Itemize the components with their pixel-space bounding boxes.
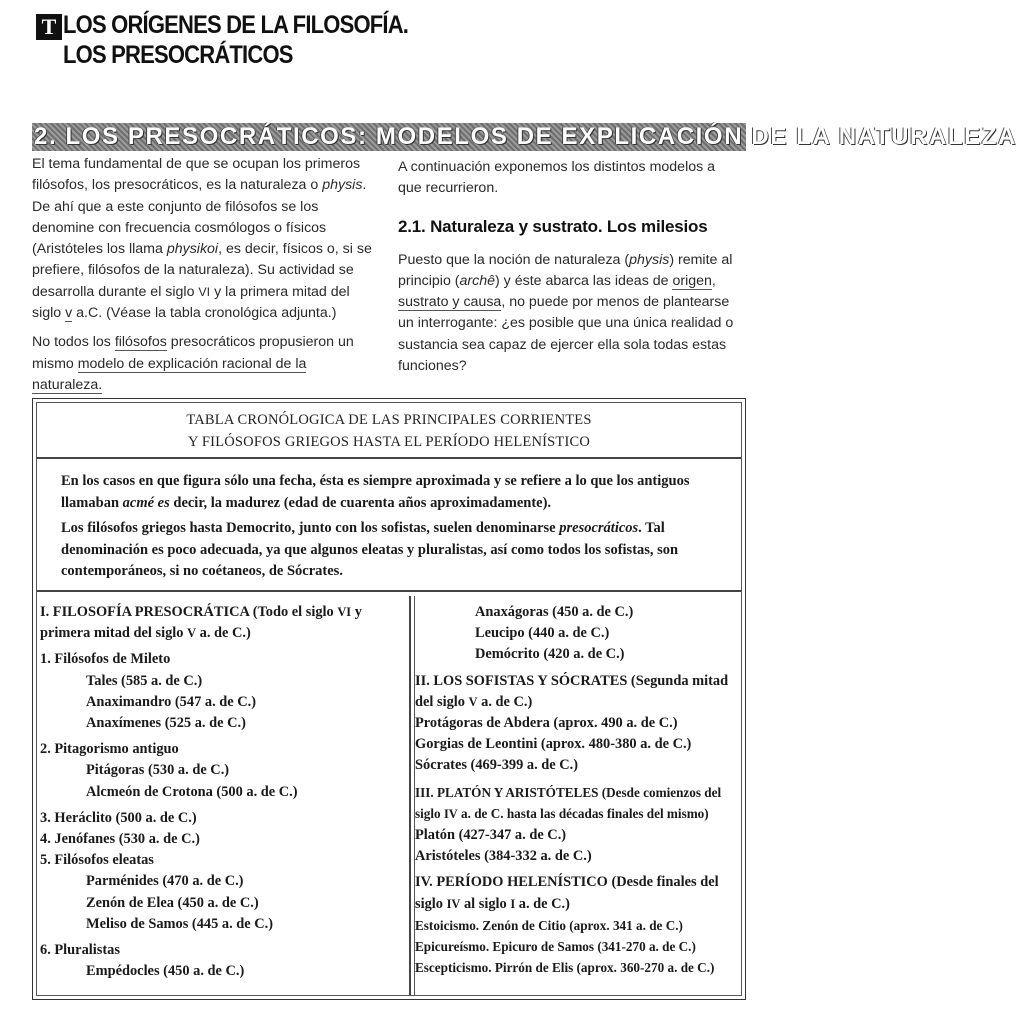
paragraph-1 [32, 154, 374, 324]
underlined-text: sustrato y causa [398, 294, 502, 311]
text-column-right [398, 157, 742, 385]
century-numeral: VI [337, 605, 352, 619]
philosopher-entry: Anaxímenes (525 a. de C.) [86, 715, 246, 732]
section-banner [32, 123, 1017, 151]
group-heading: 2. Pitagorismo antiguo [40, 741, 179, 758]
philosopher-entry: Protágoras de Abdera (aprox. 490 a. de C.) [415, 715, 678, 732]
term-arche: archê [459, 272, 496, 289]
text-run: a. de C.) [477, 693, 533, 710]
philosopher-entry: Leucipo (440 a. de C.) [475, 625, 610, 642]
text-run: . De ahí que a este conjunto de filósofos se los denomine con frecuencia cosmólogos o físicos (Aristóteles los llama [32, 177, 367, 258]
philosopher-entry: Gorgias de Leontini (aprox. 480-380 a. de C.) [415, 736, 692, 753]
century-numeral: I [510, 896, 516, 911]
term-acme: acmé es [122, 494, 170, 511]
text-run: II. LOS SOFISTAS Y SÓCRATES (Segunda mitad del siglo [415, 672, 729, 710]
text-run: III. PLATÓN Y ARISTÓTELES (Desde comienzos del siglo [415, 784, 722, 821]
philosopher-entry: Alcmeón de Crotona (500 a. de C.) [86, 783, 298, 800]
text-run: , no puede por menos de plantearse un interrogante: ¿es posible que una única realidad o sustancia sea capaz de ejercer ella sola todas estas funciones? [398, 294, 734, 375]
section-heading-plato-aristotle [415, 782, 735, 825]
underlined-text: filósofos [114, 334, 167, 351]
century-numeral: v [65, 305, 73, 322]
group-heading: 4. Jenófanes (530 a. de C.) [40, 831, 200, 848]
chapter-title-line2: LOS PRESOCRÁTICOS [63, 39, 293, 69]
philosopher-entry: Empédocles (450 a. de C.) [86, 963, 245, 980]
section-heading-sophists [415, 671, 735, 713]
term-physis: physis [629, 251, 670, 268]
underlined-text: modelo de explicación racional de la naturaleza. [32, 355, 307, 393]
philosopher-entry: Escepticismo. Pirrón de Elis (aprox. 360-270 a. de C.) [415, 960, 715, 976]
chapter-title [63, 10, 408, 70]
table-title-line1: TABLA CRONÓLOGICA DE LAS PRINCIPALES CORRIENTES [186, 412, 592, 428]
text-run: a. de C.) [515, 895, 570, 912]
table-right-column [414, 596, 741, 995]
text-run: presocráticos propusieron un mismo [32, 334, 354, 372]
chronology-table [32, 398, 746, 1000]
text-run: a.C. (Véase la tabla cronológica adjunta.) [72, 305, 337, 322]
text-run: En los casos en que figura sólo una fecha, ésta es siempre aproximada y se refiere a lo que los antiguos llamaban [61, 473, 690, 511]
century-numeral: IV [446, 896, 461, 911]
text-run: a. de C. hasta las décadas finales del mismo) [457, 805, 709, 821]
philosopher-entry: Demócrito (420 a. de C.) [475, 646, 625, 663]
text-run: . Tal denominación es poco adecuada, ya que algunos eleatas y pluralistas, así como todos los sofistas, son contemporáneos, si no coétaneos, de Sócrates. [61, 520, 679, 579]
philosopher-entry: Meliso de Samos (445 a. de C.) [86, 915, 274, 932]
text-run: El tema fundamental de que se ocupan los primeros filósofos, los presocráticos, es la naturaleza o [32, 156, 361, 194]
philosopher-entry: Epicureísmo. Epicuro de Samos (341-270 a. de C.) [415, 939, 696, 955]
text-run: I. FILOSOFÍA PRESOCRÁTICA (Todo el siglo [40, 604, 338, 620]
table-title [37, 403, 741, 459]
group-heading: 3. Heráclito (500 a. de C.) [40, 809, 197, 826]
underlined-text: origen [672, 272, 712, 289]
table-note-2 [61, 518, 723, 583]
philosopher-entry: Anaximandro (547 a. de C.) [86, 693, 257, 710]
text-run: , [711, 272, 716, 289]
chapter-icon: T [36, 14, 62, 40]
century-numeral: V [187, 626, 197, 641]
table-note-1 [61, 471, 723, 514]
philosopher-entry: Zenón de Elea (450 a. de C.) [86, 894, 259, 911]
text-run: IV. PERÍODO HELENÍSTICO (Desde finales del siglo [415, 874, 719, 912]
group-heading: 6. Pluralistas [40, 942, 120, 959]
group-heading: 1. Filósofos de Mileto [40, 651, 171, 668]
term-presocraticos: presocráticos [559, 520, 639, 536]
term-physis: physis [322, 177, 363, 194]
subsection-heading: 2.1. Naturaleza y sustrato. Los milesios [398, 216, 708, 236]
text-run: , es decir, físicos o, si se prefiere, filósofos de la naturaleza). Su actividad se desarrolla durante el siglo [32, 241, 372, 300]
text-run: No todos los [32, 334, 115, 351]
paragraph-3: A continuación exponemos los distintos modelos a que recurrieron. [398, 159, 716, 197]
section-heading-presocratic [40, 602, 401, 644]
philosopher-entry: Parménides (470 a. de C.) [86, 873, 244, 890]
table-note [37, 463, 741, 592]
text-run: y la primera mitad del siglo [32, 283, 350, 322]
philosopher-entry: Platón (427-347 a. de C.) [415, 827, 567, 844]
philosopher-entry: Anaxágoras (450 a. de C.) [475, 604, 634, 620]
philosopher-entry: Sócrates (469-399 a. de C.) [415, 757, 579, 774]
table-title-line2: Y FILÓSOFOS GRIEGOS HASTA EL PERÍODO HELENÍSTICO [187, 434, 591, 450]
text-run: ) y éste abarca las ideas de [495, 272, 673, 289]
section-heading-hellenistic [415, 872, 735, 914]
philosopher-entry: Tales (585 a. de C.) [86, 672, 203, 689]
century-numeral: IV [443, 806, 458, 821]
chronology-table-inner [36, 402, 742, 996]
philosopher-entry: Pitágoras (530 a. de C.) [86, 762, 230, 779]
century-numeral: VI [198, 284, 211, 299]
text-run: decir, la madurez (edad de cuarenta años aproximadamente). [169, 494, 552, 511]
philosopher-entry: Aristóteles (384-332 a. de C.) [415, 848, 592, 865]
group-heading: 5. Filósofos eleatas [40, 852, 154, 869]
text-run: Puesto que la noción de naturaleza ( [398, 251, 630, 268]
text-run: a. de C.) [196, 625, 251, 642]
text-run: Los filósofos griegos hasta Democrito, junto con los sofistas, suelen denominarse [61, 520, 560, 536]
text-column-left [32, 154, 374, 404]
chapter-title-line1: LOS ORÍGENES DE LA FILOSOFÍA. [63, 10, 409, 39]
text-run: y primera mitad del siglo [40, 604, 362, 642]
term-physikoi: physikoi [166, 241, 219, 258]
paragraph-2 [32, 332, 374, 396]
section-banner-text: 2. LOS PRESOCRÁTICOS: MODELOS DE EXPLICACIÓN DE LA NATURALEZA [34, 123, 1017, 150]
table-left-column [37, 596, 411, 995]
century-numeral: V [468, 694, 478, 709]
philosopher-entry: Estoicismo. Zenón de Citio (aprox. 341 a. de C.) [415, 917, 683, 933]
text-run: al siglo [460, 895, 511, 912]
paragraph-4 [398, 250, 742, 378]
text-run: ) remite al principio ( [398, 251, 733, 289]
